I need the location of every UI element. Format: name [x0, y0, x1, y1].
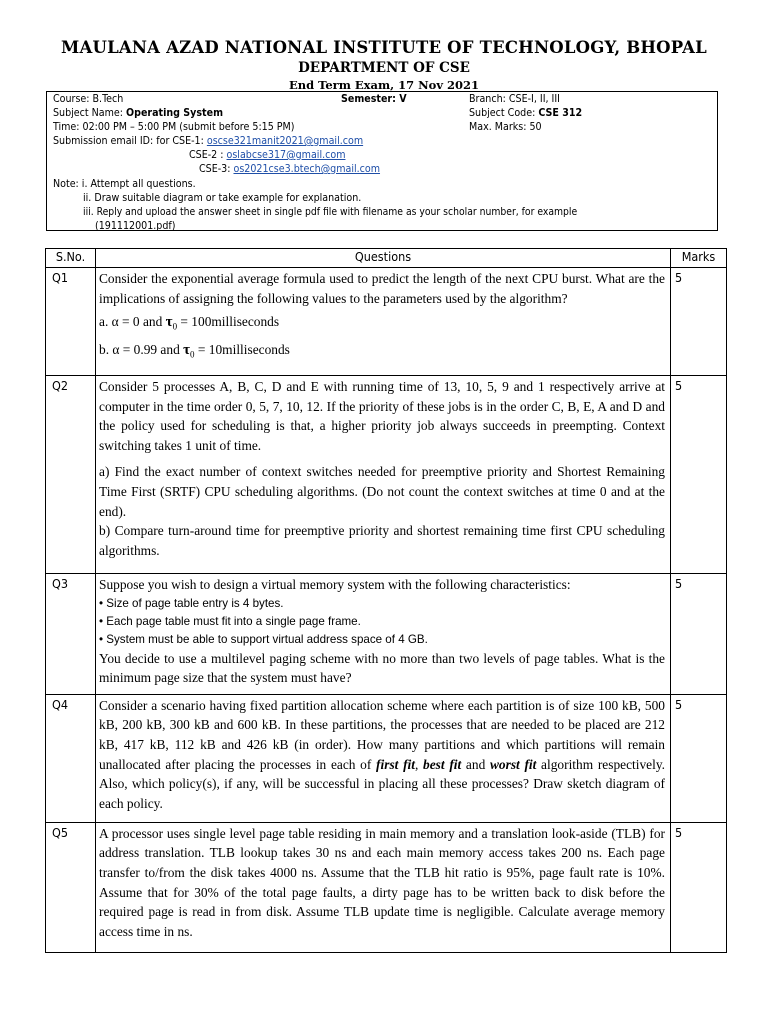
q3-bullet-3: • System must be able to support virtual address space of 4 GB.: [99, 632, 428, 646]
q3-number: Q3: [46, 574, 96, 695]
table-row: [46, 574, 727, 695]
email-link-cse1[interactable]: oscse321manit2021@gmail.com: [206, 135, 364, 147]
q1-number: Q1: [46, 268, 96, 376]
table-row: [46, 822, 727, 952]
q2-marks: 5: [671, 376, 727, 574]
q4-number: Q4: [46, 694, 96, 822]
q2-part-b: b) Compare turn-around time for preemptive priority and shortest remaining time first CPU scheduling algorithms.: [99, 523, 665, 558]
semester-label: Semester: V: [341, 93, 407, 105]
q4-best-fit: best fit: [423, 756, 462, 772]
note-3-example: (191112001.pdf): [95, 220, 176, 232]
q5-text: A processor uses single level page table residing in main memory and a translation look-aside (TLB) for address translation. TLB lookup takes 30 ns and each main memory access takes 200 ns. Each page transfer to/from the disk takes 4000 ns. Assume that the TLB hit ratio is 95%, page fault rate is 10%. Assume that for 30% of the total page faults, a dirty page has to be written back to disk before the required page is read in from disk. Assume TLB update time is negligible. Calculate average memory access time in ns.: [99, 825, 665, 939]
institute-title: MAULANA AZAD NATIONAL INSTITUTE OF TECHNOLOGY, BHOPAL: [61, 38, 707, 57]
q4-first-fit: first fit: [376, 756, 415, 772]
submission-email-cse1: Submission email ID: for CSE-1: oscse321manit2021@gmail.com: [53, 135, 364, 147]
email-link-cse3[interactable]: os2021cse3.btech@gmail.com: [233, 163, 381, 175]
q2-part-a: a) Find the exact number of context switches needed for preemptive priority and Shortest Remaining Time First (SRTF) CPU scheduling algorithms. (Do not count the context switches at time 0 and at the end).: [99, 464, 665, 519]
note-3: iii. Reply and upload the answer sheet in single pdf file with filename as your scholar number, for example: [83, 206, 578, 218]
email-link-cse2[interactable]: oslabcse317@gmail.com: [226, 149, 346, 161]
note-2: ii. Draw suitable diagram or take example for explanation.: [83, 192, 362, 204]
subject-value: Operating System: [126, 107, 224, 119]
q4-marks: 5: [671, 694, 727, 822]
table-header-row: [46, 249, 727, 268]
q1-marks: 5: [671, 268, 727, 376]
subject-code: Subject Code: CSE 312: [469, 107, 583, 119]
header-questions: Questions: [96, 249, 671, 268]
q3-rest: You decide to use a multilevel paging scheme with no more than two levels of page tables. What is the minimum page size that the system must have?: [99, 650, 665, 686]
q3-intro: Suppose you wish to design a virtual memory system with the following characteristics:: [99, 577, 571, 592]
header-sno: S.No.: [46, 249, 96, 268]
q5-question: [96, 822, 671, 952]
q3-bullet-2: • Each page table must fit into a single page frame.: [99, 614, 361, 628]
exam-info-box: [46, 91, 718, 231]
exam-title: End Term Exam, 17 Nov 2021: [288, 78, 480, 92]
course-label: Course: B.Tech: [53, 93, 124, 105]
q1-text: Consider the exponential average formula used to predict the length of the next CPU burst. What are the implications of assigning the following values to the parameters used by the algorithm?: [99, 271, 665, 306]
q5-marks: 5: [671, 822, 727, 952]
q5-number: Q5: [46, 822, 96, 952]
exam-time: Time: 02:00 PM – 5:00 PM (submit before 5:15 PM): [53, 121, 295, 133]
department-title: DEPARTMENT OF CSE: [298, 60, 470, 76]
q1-option-a: a. α = 0 and $\tau_0$ = 100milliseconds: [99, 314, 280, 332]
header-marks: Marks: [671, 249, 727, 268]
table-row: [46, 694, 727, 822]
subject-name: Subject Name: Operating System: [53, 107, 224, 119]
q4-question: [96, 694, 671, 822]
table-row: [46, 268, 727, 376]
q3-bullet-1: • Size of page table entry is 4 bytes.: [99, 596, 284, 610]
q3-marks: 5: [671, 574, 727, 695]
q2-intro: Consider 5 processes A, B, C, D and E with running time of 13, 10, 5, 9 and 1 respectively arrive at computer in the time order 0, 5, 7, 10, 12. If the priority of these jobs is in the order C, B, E, A and D and the policy used for scheduling is that, a higher priority job always succeeds in preempting. Context switching takes 1 unit of time.: [99, 379, 665, 453]
q4-text: Consider a scenario having fixed partition allocation scheme where each partition is of size 100 kB, 500 kB, 200 kB, 300 kB and 600 kB. In these partitions, the processes that are needed to be placed are 212 kB, 417 kB, 112 kB and 426 kB (in order). How many partitions and which partitions will remain unallocated after placing the processes in each of first fit, best fit and worst fit algorithm respectively. Also, which policy(s), if any, will be successful in placing all these processes? Draw sketch diagram of each policy.: [99, 697, 665, 811]
q1-option-b: b. α = 0.99 and $\tau_0$ = 10milliseconds: [99, 342, 290, 361]
q4-worst-fit: worst fit: [489, 756, 537, 772]
submission-email-cse3: CSE-3: os2021cse3.btech@gmail.com: [199, 163, 381, 175]
max-marks: Max. Marks: 50: [469, 121, 542, 133]
q1-question: [96, 268, 671, 376]
questions-table: [45, 248, 727, 953]
subject-code-value: CSE 312: [538, 107, 583, 119]
q3-question: [96, 574, 671, 695]
q2-question: [96, 376, 671, 574]
submission-email-cse2: CSE-2 : oslabcse317@gmail.com: [189, 149, 346, 161]
branch-label: Branch: CSE-I, II, III: [469, 93, 560, 105]
q2-number: Q2: [46, 376, 96, 574]
note-1: Note: i. Attempt all questions.: [53, 178, 196, 190]
table-row: [46, 376, 727, 574]
